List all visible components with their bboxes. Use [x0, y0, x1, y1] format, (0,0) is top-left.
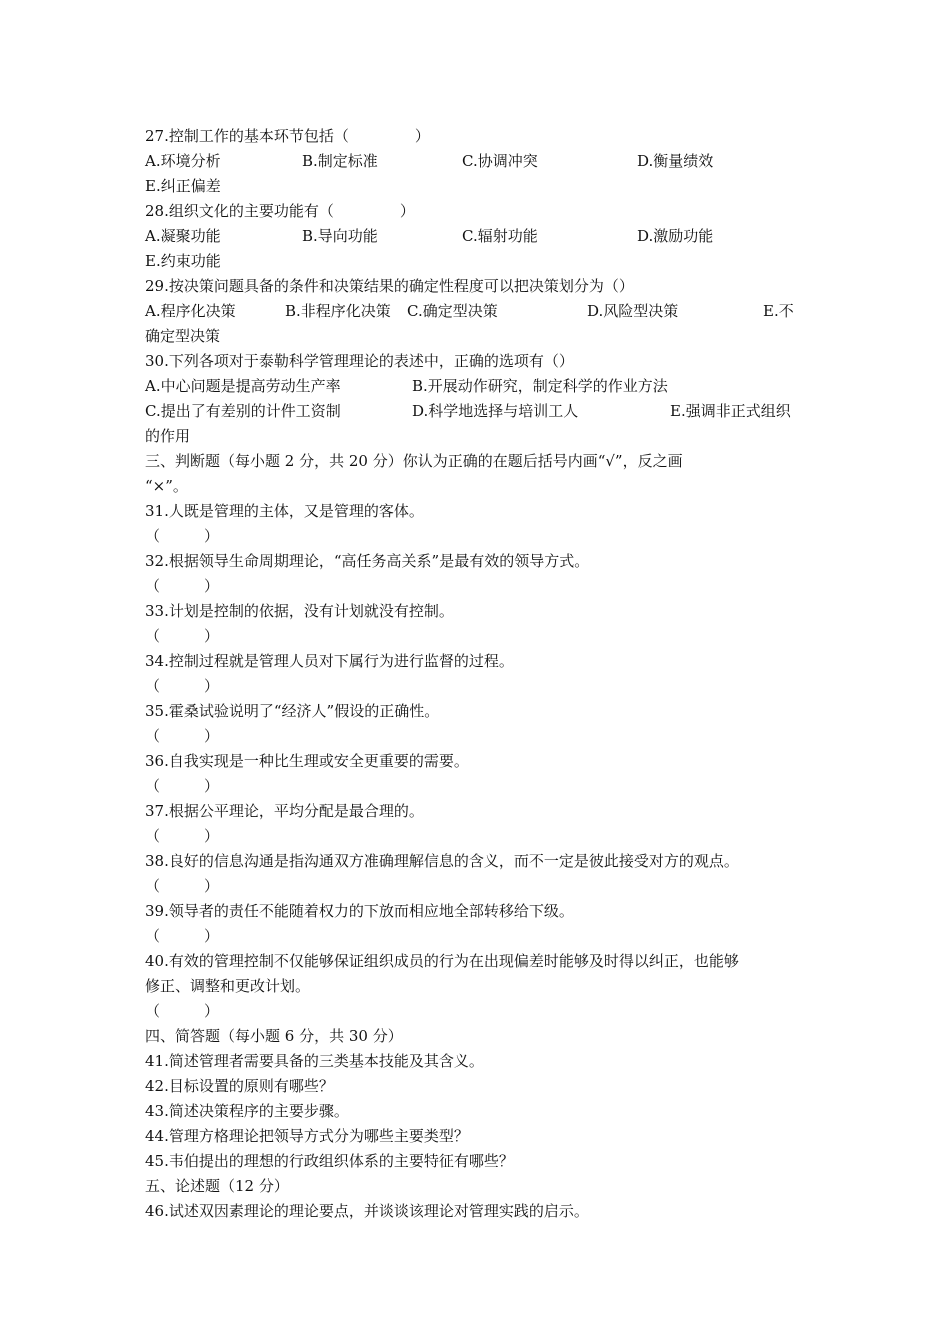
option-b: B.导向功能 — [302, 227, 378, 245]
question-28 — [145, 199, 825, 224]
judge-question: 39.领导者的责任不能随着权力的下放而相应地全部转移给下级。 — [145, 902, 574, 920]
options-row — [145, 399, 825, 424]
section-heading: 五、论述题（12 分） — [145, 1177, 289, 1195]
options-row — [145, 224, 825, 249]
option-e-continued: 确定型决策 — [145, 327, 221, 345]
answer-paren — [145, 924, 825, 949]
section-heading: 四、简答题（每小题 6 分，共 30 分） — [145, 1027, 403, 1045]
options-row — [145, 149, 825, 174]
paren-close: ） — [204, 527, 220, 545]
answer-paren — [145, 874, 825, 899]
option-c: C.确定型决策 — [407, 302, 498, 320]
question-paren-close: ） — [399, 202, 415, 220]
judge-question: 37.根据公平理论，平均分配是最合理的。 — [145, 802, 424, 820]
answer-paren — [145, 524, 825, 549]
judge-question: 38.良好的信息沟通是指沟通双方准确理解信息的含义，而不一定是彼此接受对方的观点。 — [145, 852, 739, 870]
option-d: D.衡量绩效 — [637, 152, 714, 170]
paren-close: ） — [204, 727, 220, 745]
paren-open: （ — [145, 1002, 161, 1020]
option-b: B.制定标准 — [302, 152, 378, 170]
options-row — [145, 249, 825, 274]
options-row — [145, 299, 825, 324]
judge-question: 32.根据领导生命周期理论，“高任务高关系”是最有效的领导方式。 — [145, 552, 590, 570]
short-answer-item: 43.简述决策程序的主要步骤。 — [145, 1102, 349, 1120]
option-a: A.中心问题是提高劳动生产率 — [145, 377, 341, 395]
answer-paren — [145, 774, 825, 799]
option-b: B.开展动作研究，制定科学的作业方法 — [412, 377, 668, 395]
essay-item: 46.试述双因素理论的理论要点，并谈谈该理论对管理实践的启示。 — [145, 1202, 589, 1220]
paren-close: ） — [204, 627, 220, 645]
answer-paren — [145, 724, 825, 749]
paren-close: ） — [204, 927, 220, 945]
paren-open: （ — [145, 577, 161, 595]
judge-question: 40.有效的管理控制不仅能够保证组织成员的行为在出现偏差时能够及时得以纠正，也能够 — [145, 952, 739, 970]
short-answer-item: 42.目标设置的原则有哪些？ — [145, 1077, 334, 1095]
paren-open: （ — [145, 927, 161, 945]
option-a: A.程序化决策 — [145, 302, 236, 320]
paren-close: ） — [204, 1002, 220, 1020]
answer-paren — [145, 624, 825, 649]
option-c: C.提出了有差别的计件工资制 — [145, 402, 341, 420]
paren-open: （ — [145, 627, 161, 645]
question-30 — [145, 349, 825, 374]
options-row — [145, 174, 825, 199]
answer-paren — [145, 999, 825, 1024]
paren-close: ） — [204, 827, 220, 845]
paren-close: ） — [204, 877, 220, 895]
paren-open: （ — [145, 677, 161, 695]
paren-open: （ — [145, 727, 161, 745]
judge-question: 31.人既是管理的主体，又是管理的客体。 — [145, 502, 424, 520]
option-c: C.辐射功能 — [462, 227, 538, 245]
judge-question: 33.计划是控制的依据，没有计划就没有控制。 — [145, 602, 454, 620]
question-text: 28.组织文化的主要功能有（ — [145, 202, 334, 220]
question-27 — [145, 124, 825, 149]
option-b: B.非程序化决策 — [285, 302, 391, 320]
option-a: A.环境分析 — [145, 152, 221, 170]
paren-open: （ — [145, 877, 161, 895]
option-e: E.强调非正式组织 — [670, 402, 791, 420]
paren-close: ） — [204, 777, 220, 795]
option-d: D.风险型决策 — [587, 302, 679, 320]
options-row — [145, 424, 825, 449]
option-e: E.约束功能 — [145, 252, 221, 270]
question-text: 29.按决策问题具备的条件和决策结果的确定性程度可以把决策划分为（） — [145, 277, 634, 295]
option-a: A.凝聚功能 — [145, 227, 221, 245]
paren-close: ） — [204, 577, 220, 595]
option-c: C.协调冲突 — [462, 152, 538, 170]
judge-question: 35.霍桑试验说明了“经济人”假设的正确性。 — [145, 702, 440, 720]
exam-page — [145, 124, 825, 1224]
paren-open: （ — [145, 827, 161, 845]
judge-question: 36.自我实现是一种比生理或安全更重要的需要。 — [145, 752, 469, 770]
judge-question: 34.控制过程就是管理人员对下属行为进行监督的过程。 — [145, 652, 514, 670]
question-29 — [145, 274, 825, 299]
answer-paren — [145, 824, 825, 849]
option-e: E.纠正偏差 — [145, 177, 221, 195]
paren-open: （ — [145, 777, 161, 795]
short-answer-item: 45.韦伯提出的理想的行政组织体系的主要特征有哪些？ — [145, 1152, 514, 1170]
answer-paren — [145, 674, 825, 699]
options-row — [145, 324, 825, 349]
question-text: 30.下列各项对于泰勒科学管理理论的表述中，正确的选项有（） — [145, 352, 574, 370]
question-paren-close: ） — [414, 127, 430, 145]
judge-list — [145, 499, 825, 1024]
paren-close: ） — [204, 677, 220, 695]
section-heading-continued: “×”。 — [145, 477, 188, 495]
question-text: 27.控制工作的基本环节包括（ — [145, 127, 349, 145]
paren-open: （ — [145, 527, 161, 545]
section-heading: 三、判断题（每小题 2 分，共 20 分）你认为正确的在题后括号内画“√”，反之画 — [145, 452, 683, 470]
judge-question-continued: 修正、调整和更改计划。 — [145, 977, 311, 995]
option-e: E.不 — [763, 302, 794, 320]
options-row — [145, 374, 825, 399]
answer-paren — [145, 574, 825, 599]
option-e-continued: 的作用 — [145, 427, 191, 445]
short-answer-item: 41.简述管理者需要具备的三类基本技能及其含义。 — [145, 1052, 484, 1070]
option-d: D.激励功能 — [637, 227, 714, 245]
short-answer-item: 44.管理方格理论把领导方式分为哪些主要类型？ — [145, 1127, 469, 1145]
option-d: D.科学地选择与培训工人 — [412, 402, 579, 420]
